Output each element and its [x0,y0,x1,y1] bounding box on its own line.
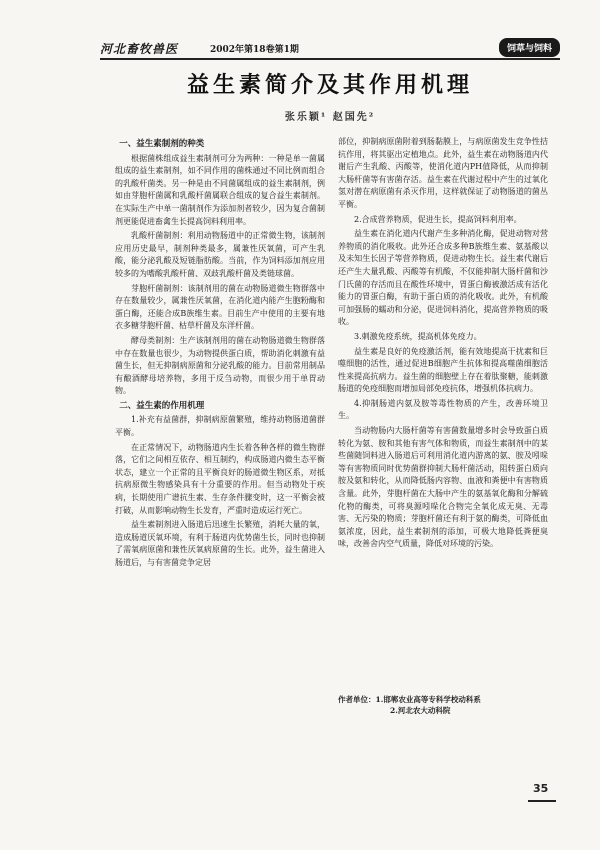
paragraph: 在正常情况下，动物肠道内生长着各种各样的微生物群落，它们之间相互依存、相互制约，构成肠道内微生态平衡状态，建立一个正常的且平衡良好的肠道微生物区系，对抵抗病原微生物感染具有十分重要的作用。但当动物处于疾病，长期使用广谱抗生素、生存条件骤变时，这一平衡会被打破，从而影响动物生长发育，严重时造成运行死亡。 [115,442,325,515]
paragraph: 4.抑制肠道内氨及胺等毒性物质的产生，改善环境卫生。 [338,398,548,421]
paragraph: 当动物肠内大肠杆菌等有害菌数量增多时会导致蛋白质转化为氨、胺和其他有害气体和物质，而益生素制剂中的某些菌随饲料进入肠道后可利用消化道内游离的氨、胺及吲哚等有害物质同时优势菌群抑制大肠杆菌活动，阻转蛋白质向胺及氨和转化，从而降低肠内容物、血液和粪便中有害物质含量。此外，芽胞杆菌在大肠中产生的氨基氧化酶和分解硫化物的酶类，可将臭源吲哚化合物完全氧化成无臭、无毒害、无污染的物质；芽胞杆菌还有利于氨的酶类，可降低血氨浓度，因此，益生素制剂的添加，可极大地降低粪便臭味，改善舍内空气质量，降低对环境的污染。 [338,426,548,549]
paragraph: 1.补充有益菌群，抑制病原菌繁殖，维持动物肠道菌群平衡。 [115,415,325,438]
paragraph: 根据菌株组成益生素制剂可分为两种：一种是单一菌属组成的益生素制剂，如不同作用的菌株通过不同比例而组合的乳酸杆菌类。另一种是由不同菌属组成的益生素制剂，例如由芽胞杆菌属和乳酸杆菌属联合组成的复合益生素制剂。在实际生产中单一菌制剂作为添加剂者较少，因为复合菌制剂更能促进畜禽生长提高饲料利用率。 [115,153,325,226]
page-number: 35 [533,782,549,795]
author-affiliation [338,694,568,716]
article-title: 益生素简介及其作用机理 [186,73,473,98]
section-heading: 二、益生素的作用机理 [119,400,205,411]
section-heading: 一、益生素制剂的种类 [119,139,205,149]
page-number-rule [528,800,556,802]
paragraph: 2.合成营养物质，促进生长，提高饲料利用率。 [354,214,522,224]
affiliation-line-2: 2.河北农大动科院 [390,706,451,715]
paragraph: 3.刺激免疫系统，提高机体免疫力。 [354,331,482,341]
paragraph: 益生素在消化道内代谢产生多种消化酶，促进动物对营养物质的消化吸收。此外还合成多种B族维生素、氨基酸以及未知生长因子等营养物质，促进动物生长。益生素代谢后还产生大量乳酸、丙酸等有机酸，不仅能抑制大肠杆菌和沙门氏菌的存活而且在酸性环境中，胃蛋白酶被激活成有活化能力的胃蛋白酶，有助于蛋白质的消化吸收。此外，有机酸可加强肠的蠕动和分泌，促进饲料消化，提高营养物质的吸收。 [338,229,548,327]
left-column [115,136,325,572]
journal-name: 河北畜牧兽医 [100,42,179,56]
paragraph: 芽胞杆菌制剂：该制剂用的菌在动物肠道微生物群落中存在数量较少，属兼性厌氧菌，在消化道内能产生胞粉酶和蛋白酶，还能合成B族维生素。目前生产中使用的主要有地衣多糖芽胞杆菌、枯草杆菌及东洋杆菌。 [115,283,325,331]
paragraph: 益生素制剂进入肠道后迅速生长繁殖，消耗大量的氧，造成肠道厌氧环境，有利于肠道内优势菌生长，同时也抑制了需氧病原菌和兼性厌氧病原菌的生长。此外，益生菌进入肠道后，与有害菌竞争定居 [115,520,325,567]
right-column [338,136,548,553]
article-authors: 张乐颖¹ 赵国先² [284,112,376,123]
paragraph: 部位，抑制病原菌附着到肠黏膜上，与病原菌发生竞争性拮抗作用，将其驱出定植地点。此外，益生素在动物肠道内代谢后产生乳酸、丙酸等，使消化道内PH值降低，从而抑制大肠杆菌等有害菌存活。益生素在代谢过程中产生的过氧化氢对潜在病原菌有杀灭作用，这样就保证了动物肠道的菌丛平衡。 [338,137,548,209]
issue-info: 2002年第18卷第1期 [210,45,299,55]
paragraph: 酵母类制剂：生产该制剂用的菌在动物肠道微生物群落中存在数量也很少，为动物提供蛋白质，帮助消化刺激有益菌生长，但无抑制病原菌和分泌乳酸的能力。目前常用制品有酿酒酵母培养物，多用于反刍动物，而很少用于单胃动物。 [115,335,325,396]
affiliation-line-1: 作者单位：1.邯郸农业高等专科学校动科系 [338,695,481,704]
paragraph: 乳酸杆菌制剂：利用动物肠道中的正常微生物，该制剂应用历史最早，制剂种类最多，属兼性厌氧菌，可产生乳酸，能分泌乳酸及短链脂肪酸。当前，作为饲料添加剂应用较多的为嗜酸乳酸杆菌、双歧乳酸杆菌及类链球菌。 [115,231,325,278]
column-tag: 饲草与饲料 [499,38,560,57]
paragraph: 益生素是良好的免疫激活剂，能有效地提高干扰素和巨噬细胞的活性，通过促进B细胞产生抗体和提高噬菌细胞活性来提高抗病力。益生菌的细胞壁上存在着肽聚糖，能刺激肠道的免疫细胞而增加局部免疫抗体，增强机体抗病力。 [338,346,548,394]
journal-header [100,40,560,60]
